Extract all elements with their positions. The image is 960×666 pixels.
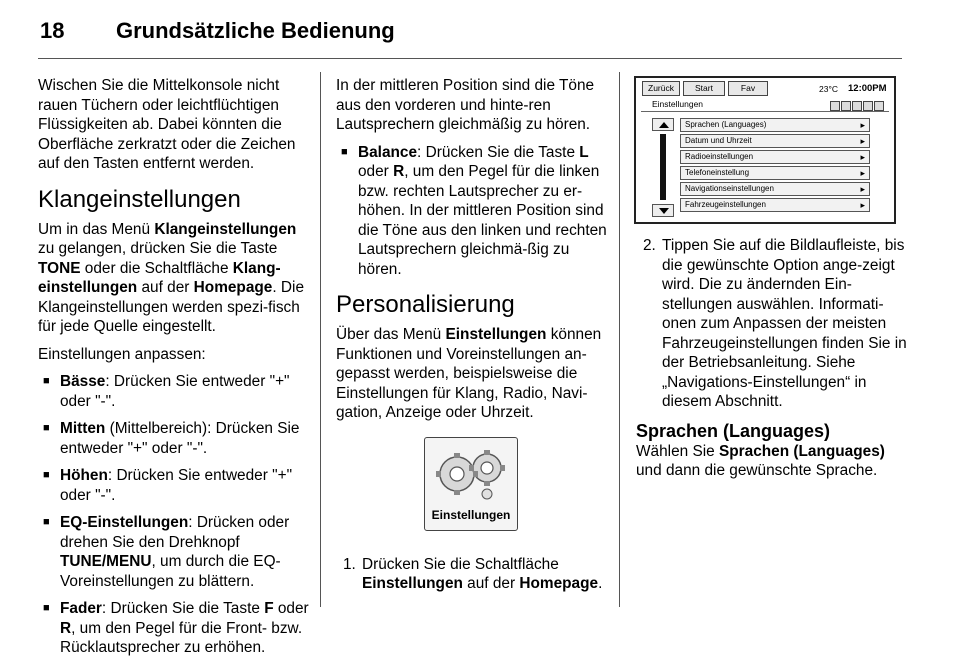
arrow-up-icon [659,122,669,128]
page-number: 18 [40,18,65,43]
temperature: 23°C [819,84,838,94]
chevron-right-icon: ▸ [860,200,865,210]
menu-item: Sprachen (Languages) ▸ [680,118,870,132]
chevron-right-icon: ▸ [860,136,865,146]
gear-icon [431,444,513,508]
status-icon [863,101,873,111]
scroll-down-button [652,204,674,217]
settings-button-illustration [424,437,518,531]
list-item: ■ Balance: Drücken Sie die Taste L oder R, um den Pegel für die linken bzw. rechten Lautsprecher zu er-höhen. In der mittleren Position sind die Töne aus den linken und rechten Lautsprechern gleichmä-ßig zu hören. [336,143,608,280]
status-icon [830,101,840,111]
clock: 12:00PM [848,83,887,94]
tab-fav: Fav [728,81,768,96]
list-item: ■ Mitten (Mittelbereich): Drücken Sie entweder "+" oder "-". [38,419,310,458]
column-divider [320,72,321,607]
column-middle [336,76,608,602]
menu-item: Telefoneinstellung ▸ [680,166,870,180]
settings-screen-figure [634,76,896,224]
intro-paragraph: Wischen Sie die Mittelkonsole nicht rauen Tüchern oder leichtflüchtigen Flüssigkeiten ab. Dabei könnten die Oberfläche zerkratzt oder die Zeichen auf den Tasten entfernt werden. [38,77,296,172]
paragraph: Einstellungen anpassen: [38,345,206,363]
chevron-right-icon: ▸ [860,184,865,194]
arrow-down-icon [659,208,669,214]
tab-start: Start [683,81,725,96]
column-right [636,236,908,489]
scroll-up-button [652,118,674,131]
page-header [40,18,920,58]
list-item: ■ Fader: Drücken Sie die Taste F oder R, um den Pegel für die Front- bzw. Rücklautsprecher zu erhöhen. [38,599,310,658]
paragraph: Über das Menü Einstellungen können Funktionen und Voreinstellungen an-gepasst werden, beispielsweise die Einstellungen für Klang, Radio, Navi-gation, Anzeige oder Uhrzeit. [336,326,602,421]
chevron-right-icon: ▸ [860,152,865,162]
chevron-right-icon: ▸ [860,120,865,130]
column-divider [619,72,620,607]
section-heading-klangeinstellungen: Klangeinstellungen [38,185,241,213]
step-item: 2. Tippen Sie auf die Bildlaufleiste, bis die gewünschte Option ange-zeigt wird. Die zu ändernden Ein-stellungen auswählen. Informati-onen zum Anpassen der meisten Fahrzeugeinstellungen finden Sie in der Betriebsanleitung. Siehe „Navigations-Einstellungen“ in diesem Abschnitt. [643,237,907,410]
section-heading-sprachen: Sprachen (Languages) [636,420,831,441]
status-icon [841,101,851,111]
screen-title: Einstellungen [652,99,704,109]
menu-item: Radioeinstellungen ▸ [680,150,870,164]
list-item: ■ Bässe: Drücken Sie entweder "+" oder "-". [38,372,310,411]
step-item: 1. Drücken Sie die Schaltfläche Einstellungen auf der Homepage. [343,555,603,592]
tab-back: Zurück [642,81,680,96]
list-item: ■ Höhen: Drücken Sie entweder "+" oder "-". [38,466,310,505]
status-icon [852,101,862,111]
figure-settings-icon [336,437,608,537]
column-left [38,76,310,666]
status-icons [830,98,886,110]
header-divider [38,58,902,59]
scrollbar [660,134,666,200]
screen-divider [641,111,889,112]
paragraph: Wählen Sie Sprachen (Languages) und dann die gewünschte Sprache. [636,442,885,479]
settings-label: Einstellungen [431,508,511,522]
status-icon [874,101,884,111]
menu-item: Fahrzeugeinstellungen ▸ [680,198,870,212]
chevron-right-icon: ▸ [860,168,865,178]
section-heading-personalisierung: Personalisierung [336,291,515,318]
menu-item: Navigationseinstellungen ▸ [680,182,870,196]
page-title: Grundsätzliche Bedienung [116,18,395,43]
list-item: ■ EQ-Einstellungen: Drücken oder drehen Sie den Drehknopf TUNE/MENU, um durch die EQ-Voreinstellungen zu blättern. [38,513,310,591]
paragraph: In der mittleren Position sind die Töne aus den vorderen und hinte-ren Lautsprechern gleichmäßig zu hören. [336,77,595,133]
paragraph: Um in das Menü Klangeinstellungen zu gelangen, drücken Sie die Taste TONE oder die Schaltfläche Klang-einstellungen auf der Homepage. Die Klangeinstellungen werden spezi-fisch für jede Quelle eingestellt. [38,220,305,335]
menu-item: Datum und Uhrzeit ▸ [680,134,870,148]
